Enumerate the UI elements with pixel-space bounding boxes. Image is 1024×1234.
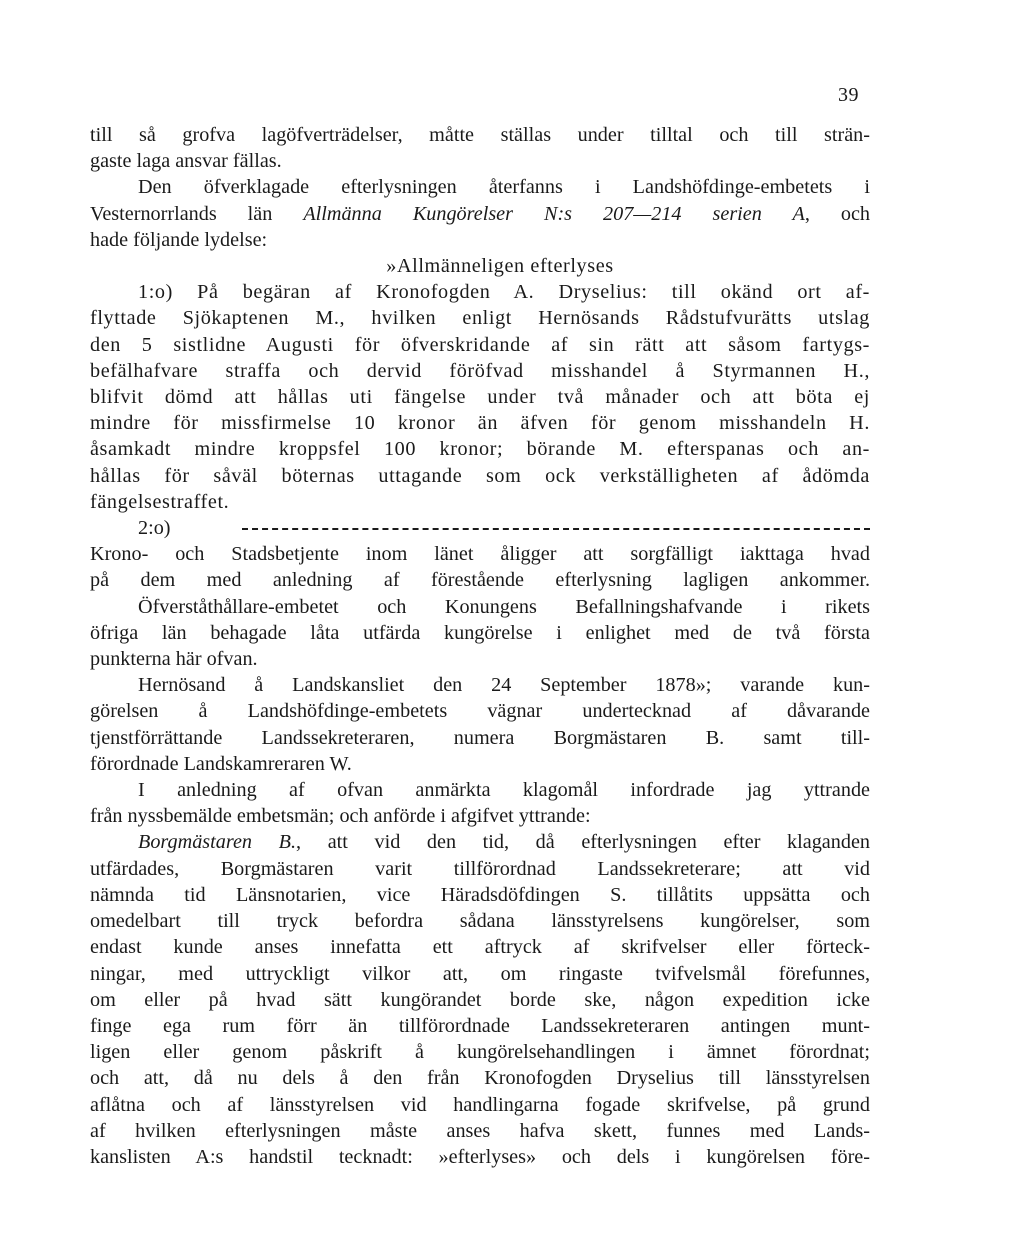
italic-reference: Allmänna Kungörelser N:s 207—214 serien A [303,202,805,225]
text-line: Den öfverklagade efterlysningen återfanns i Landshöfdinge-embetets i [138,176,870,199]
page-number: 39 [838,84,859,106]
text-line: görelsen å Landshöfdinge-embetets vägnar undertecknad af dåvarande [90,700,870,723]
dash-rule [242,528,870,530]
text-line: till så grofva lagöfverträdelser, måtte ställas under tilltal och till strän- [90,124,870,146]
text-line: Öfverståthållare-embetet och Konungens Befallningshafvande i rikets [138,595,870,618]
text-line: ligen eller genom påskrift å kungörelsehandlingen i ämnet förordnat; [90,1041,870,1064]
text-line: den 5 sistlidne Augusti för öfverskridande af sin rätt att såsom fartygs- [90,333,870,356]
text-line: flyttade Sjökaptenen M., hvilken enligt Hernösands Rådstufvurätts utslag [90,307,870,330]
text-line: åsamkadt mindre kroppsfel 100 kronor; börande M. efterspanas och an- [90,438,870,461]
text-line: 1:o) På begäran af Kronofogden A. Dryselius: till okänd ort af- [138,281,870,304]
quote-heading: »Allmänneligen efterlyses [386,255,614,278]
text-line: finge ega rum förr än tillförordnade Landssekreteraren antingen munt- [90,1014,870,1037]
text-line: Krono- och Stadsbetjente inom länet åligger att sorgfälligt iakttaga hvad [90,543,870,566]
text-line: utfärdades, Borgmästaren varit tillförordnad Landssekreterare; att vid [90,857,870,880]
text-line: blifvit dömd att hållas uti fängelse under två månader och att böta ej [90,386,870,409]
dash-line [90,515,870,541]
text-line: hållas för såväl böternas uttagande som ock verkställigheten af ådömda [90,464,870,487]
text-line: kanslisten A:s handstil tecknadt: »efterlyses» och dels i kungörelsen före- [90,1145,870,1168]
text-line [90,829,870,855]
text-line: punkterna här ofvan. [90,648,258,671]
text-fragment: , och [804,202,870,225]
text-line: Hernösand å Landskansliet den 24 September 1878»; varande kun- [138,674,870,697]
text-line: förordnade Landskamreraren W. [90,752,352,775]
text-line: om eller på hvad sätt kungörandet borde ske, någon expedition icke [90,988,870,1011]
italic-name: Borgmästaren B. [138,831,297,854]
text-line [90,201,870,227]
text-fragment: , att vid den tid, då efterlysningen efter klaganden [296,831,870,854]
text-line: ningar, med uttryckligt vilkor att, om ringaste tvifvelsmål förefunnes, [90,962,870,985]
text-fragment: Vesternorrlands län [90,202,304,225]
text-line: öfriga län behagade låta utfärda kungörelse i enlighet med de två första [90,621,870,644]
text-line: tjenstförrättande Landssekreteraren, numera Borgmästaren B. samt till- [90,726,870,749]
text-line: och att, då nu dels å den från Kronofogden Dryselius till länsstyrelsen [90,1067,870,1090]
text-line: omedelbart till tryck befordra sådana länsstyrelsens kungörelser, som [90,910,870,933]
text-line: gaste laga ansvar fällas. [90,150,282,173]
text-line: aflåtna och af länsstyrelsen vid handlingarna fogade skrifvelse, på grund [90,1093,870,1116]
text-line: fängelsestraffet. [90,490,230,513]
text-line: mindre för missfirmelse 10 kronor än äfven för genom misshandeln H. [90,412,870,435]
text-line: befälhafvare straffa och dervid föröfvad misshandel å Styrmannen H., [90,359,870,382]
text-line: hade följande lydelse: [90,228,268,251]
text-line: af hvilken efterlysningen måste anses hafva skett, funnes med Lands- [90,1119,870,1142]
text-line: endast kunde anses innefatta ett aftryck af skrifvelser eller förteck- [90,936,870,959]
item-number: 2:o) [138,517,171,540]
text-line: I anledning af ofvan anmärkta klagomål infordrade jag yttrande [138,779,870,802]
text-line: från nyssbemälde embetsmän; och anförde i afgifvet yttrande: [90,805,591,828]
text-line: på dem med anledning af förestående efterlysning lagligen ankommer. [90,569,870,592]
text-line: nämnda tid Länsnotarien, vice Häradsdöfdingen S. tillåtits uppsätta och [90,883,870,906]
body-text [90,122,870,1170]
